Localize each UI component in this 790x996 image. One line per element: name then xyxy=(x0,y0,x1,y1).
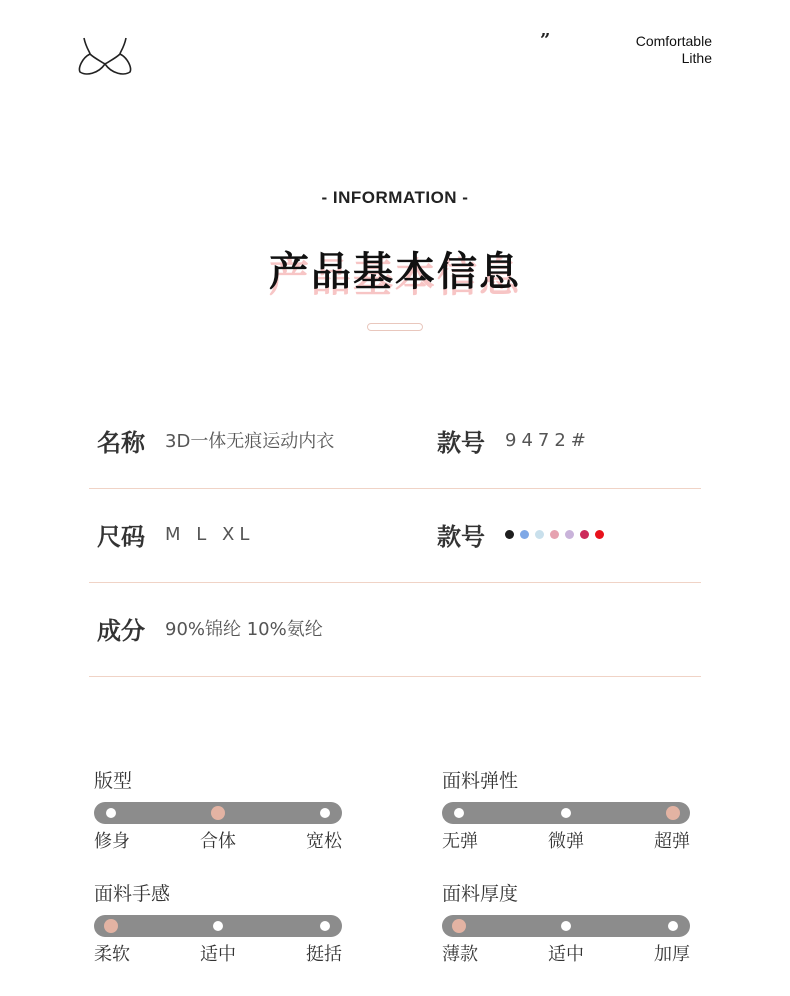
scale-label: 挺括 xyxy=(306,944,342,965)
page-title: 产品基本信息 xyxy=(269,249,521,295)
color-swatch xyxy=(580,530,589,539)
tagline xyxy=(636,33,712,67)
scale-marker xyxy=(106,808,116,818)
information-label: - INFORMATION - xyxy=(321,188,469,207)
name-cell xyxy=(97,392,334,488)
bra-logo-icon xyxy=(78,34,134,78)
scale-labels xyxy=(94,940,344,968)
composition-value: 90%锦纶 10%氨纶 xyxy=(165,619,323,640)
scale-marker xyxy=(561,921,571,931)
color-swatch xyxy=(595,530,604,539)
scale-track xyxy=(442,915,690,937)
color-swatch xyxy=(535,530,544,539)
scale-marker-selected xyxy=(666,806,680,820)
model-cell xyxy=(437,392,591,488)
scale-marker-selected xyxy=(104,919,118,933)
color-swatch xyxy=(520,530,529,539)
title-underline xyxy=(367,323,423,331)
scale-marker xyxy=(454,808,464,818)
scale-marker-selected xyxy=(452,919,466,933)
scale-label: 微弹 xyxy=(548,831,584,852)
color-swatch xyxy=(550,530,559,539)
scale-marker xyxy=(320,808,330,818)
scale-title: 面料手感 xyxy=(94,883,171,905)
scale-thickness xyxy=(442,879,692,968)
scale-label: 宽松 xyxy=(306,831,342,852)
scale-track xyxy=(94,802,342,824)
tagline-line-2: Lithe xyxy=(681,50,712,66)
scale-label: 适中 xyxy=(548,944,584,965)
color-cell xyxy=(437,486,604,582)
composition-key: 成分 xyxy=(97,616,145,645)
color-swatch xyxy=(505,530,514,539)
scale-label: 无弹 xyxy=(442,831,478,852)
scale-title: 面料厚度 xyxy=(442,883,519,905)
scale-title: 面料弹性 xyxy=(442,770,519,792)
scale-marker xyxy=(668,921,678,931)
size-cell xyxy=(97,486,254,582)
scale-marker xyxy=(561,808,571,818)
scale-labels xyxy=(442,827,692,855)
size-key: 尺码 xyxy=(97,522,145,551)
scale-label: 超弹 xyxy=(654,831,690,852)
scale-marker-selected xyxy=(211,806,225,820)
scale-handfeel xyxy=(94,879,344,968)
composition-cell xyxy=(97,580,323,676)
scale-label: 加厚 xyxy=(654,944,690,965)
scale-labels xyxy=(442,940,692,968)
scale-label: 合体 xyxy=(200,831,236,852)
scale-title: 版型 xyxy=(94,770,133,792)
model-value: 9472# xyxy=(505,429,591,451)
quote-mark: ” xyxy=(540,30,551,51)
color-key: 款号 xyxy=(437,522,485,551)
details-row-name xyxy=(89,392,701,489)
color-swatches xyxy=(505,530,604,539)
scale-label: 柔软 xyxy=(94,944,130,965)
scale-fit xyxy=(94,766,344,855)
name-key: 名称 xyxy=(97,428,145,457)
scale-marker xyxy=(213,921,223,931)
color-swatch xyxy=(565,530,574,539)
scale-label: 修身 xyxy=(94,831,130,852)
scale-track xyxy=(442,802,690,824)
scale-label: 适中 xyxy=(200,944,236,965)
tagline-line-1: Comfortable xyxy=(635,33,712,49)
scale-label: 薄款 xyxy=(442,944,478,965)
model-key: 款号 xyxy=(437,428,485,457)
scale-labels xyxy=(94,827,344,855)
details-row-composition xyxy=(89,580,701,677)
scale-track xyxy=(94,915,342,937)
name-value: 3D一体无痕运动内衣 xyxy=(165,431,335,452)
scale-marker xyxy=(320,921,330,931)
scale-elasticity xyxy=(442,766,692,855)
details-row-size xyxy=(89,486,701,583)
size-value: M L XL xyxy=(165,523,255,545)
